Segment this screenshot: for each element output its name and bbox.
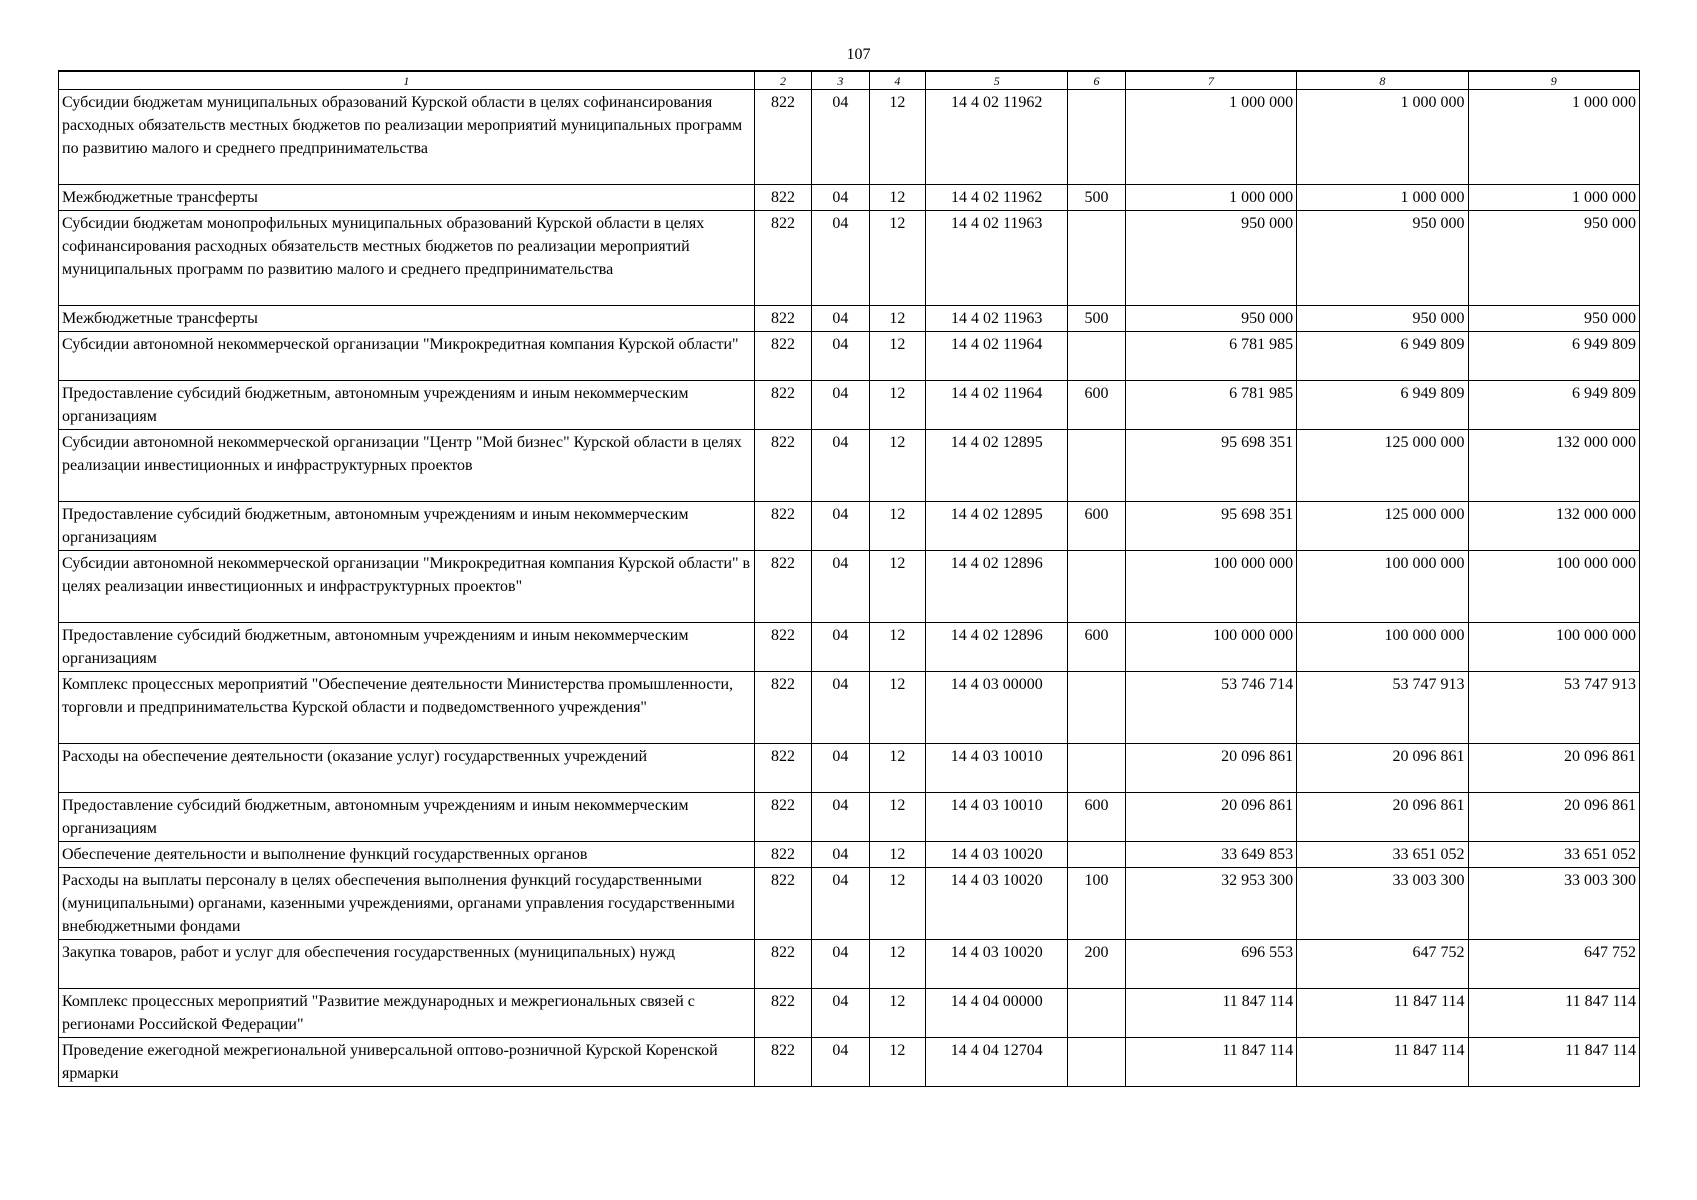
row-admin-code: 822 <box>754 211 811 306</box>
row-amount-col9: 33 003 300 <box>1468 868 1639 940</box>
row-name: Межбюджетные трансферты <box>59 306 755 332</box>
row-section: 04 <box>812 551 869 623</box>
row-subsection: 12 <box>869 211 925 306</box>
row-amount-col8: 6 949 809 <box>1297 381 1468 430</box>
row-amount-col9: 20 096 861 <box>1468 793 1639 842</box>
row-name: Субсидии автономной некоммерческой организации "Микрокредитная компания Курской области" в целях реализации инвестиционных и инфраструктурных проектов" <box>59 551 755 623</box>
row-section: 04 <box>812 381 869 430</box>
row-name: Комплекс процессных мероприятий "Обеспечение деятельности Министерства промышленности, торговли и предпринимательства Курской области и подведомственного учреждения" <box>59 672 755 744</box>
table-row <box>59 332 1640 381</box>
row-expense-type <box>1068 1038 1125 1087</box>
row-name: Субсидии бюджетам муниципальных образований Курской области в целях софинансирования расходных обязательств местных бюджетов по реализации мероприятий муниципальных программ по развитию малого и среднего предпринимательства <box>59 90 755 185</box>
row-amount-col8: 125 000 000 <box>1297 502 1468 551</box>
table-row <box>59 940 1640 989</box>
row-amount-col8: 11 847 114 <box>1297 989 1468 1038</box>
row-target-article: 14 4 02 11962 <box>926 90 1068 185</box>
row-target-article: 14 4 02 11964 <box>926 332 1068 381</box>
row-name: Предоставление субсидий бюджетным, автономным учреждениям и иным некоммерческим организациям <box>59 502 755 551</box>
row-section: 04 <box>812 90 869 185</box>
row-expense-type <box>1068 672 1125 744</box>
row-amount-col7: 95 698 351 <box>1125 502 1296 551</box>
row-amount-col7: 696 553 <box>1125 940 1296 989</box>
row-section: 04 <box>812 211 869 306</box>
row-subsection: 12 <box>869 502 925 551</box>
row-amount-col7: 6 781 985 <box>1125 381 1296 430</box>
row-section: 04 <box>812 842 869 868</box>
row-admin-code: 822 <box>754 868 811 940</box>
row-amount-col7: 20 096 861 <box>1125 793 1296 842</box>
row-subsection: 12 <box>869 623 925 672</box>
header-col-4: 4 <box>869 71 925 90</box>
row-section: 04 <box>812 793 869 842</box>
row-amount-col9: 20 096 861 <box>1468 744 1639 793</box>
row-subsection: 12 <box>869 989 925 1038</box>
row-target-article: 14 4 03 00000 <box>926 672 1068 744</box>
row-name: Предоставление субсидий бюджетным, автономным учреждениям и иным некоммерческим организациям <box>59 381 755 430</box>
row-name: Субсидии бюджетам монопрофильных муниципальных образований Курской области в целях софинансирования расходных обязательств местных бюджетов по реализации мероприятий муниципальных программ по развитию малого и среднего предпринимательства <box>59 211 755 306</box>
row-section: 04 <box>812 430 869 502</box>
row-expense-type <box>1068 430 1125 502</box>
table-body <box>59 90 1640 1087</box>
row-subsection: 12 <box>869 842 925 868</box>
row-name: Расходы на обеспечение деятельности (оказание услуг) государственных учреждений <box>59 744 755 793</box>
row-admin-code: 822 <box>754 502 811 551</box>
table-row <box>59 211 1640 306</box>
row-expense-type <box>1068 551 1125 623</box>
row-amount-col9: 53 747 913 <box>1468 672 1639 744</box>
header-col-5: 5 <box>926 71 1068 90</box>
row-amount-col8: 1 000 000 <box>1297 90 1468 185</box>
row-amount-col9: 647 752 <box>1468 940 1639 989</box>
row-amount-col8: 647 752 <box>1297 940 1468 989</box>
row-target-article: 14 4 03 10020 <box>926 842 1068 868</box>
row-name: Предоставление субсидий бюджетным, автономным учреждениям и иным некоммерческим организациям <box>59 623 755 672</box>
row-name: Обеспечение деятельности и выполнение функций государственных органов <box>59 842 755 868</box>
row-admin-code: 822 <box>754 430 811 502</box>
row-amount-col8: 950 000 <box>1297 211 1468 306</box>
row-amount-col7: 32 953 300 <box>1125 868 1296 940</box>
row-section: 04 <box>812 332 869 381</box>
row-name: Комплекс процессных мероприятий "Развитие международных и межрегиональных связей с регионами Российской Федерации" <box>59 989 755 1038</box>
row-subsection: 12 <box>869 185 925 211</box>
row-amount-col9: 100 000 000 <box>1468 551 1639 623</box>
row-subsection: 12 <box>869 90 925 185</box>
row-admin-code: 822 <box>754 623 811 672</box>
row-section: 04 <box>812 672 869 744</box>
row-subsection: 12 <box>869 1038 925 1087</box>
row-expense-type: 200 <box>1068 940 1125 989</box>
row-name: Субсидии автономной некоммерческой организации "Центр "Мой бизнес" Курской области в целях реализации инвестиционных и инфраструктурных проектов <box>59 430 755 502</box>
row-target-article: 14 4 03 10010 <box>926 793 1068 842</box>
row-target-article: 14 4 02 11963 <box>926 306 1068 332</box>
row-amount-col8: 53 747 913 <box>1297 672 1468 744</box>
row-section: 04 <box>812 502 869 551</box>
table-row <box>59 868 1640 940</box>
row-amount-col7: 1 000 000 <box>1125 185 1296 211</box>
row-target-article: 14 4 03 10010 <box>926 744 1068 793</box>
row-name: Межбюджетные трансферты <box>59 185 755 211</box>
row-name: Предоставление субсидий бюджетным, автономным учреждениям и иным некоммерческим организациям <box>59 793 755 842</box>
header-col-8: 8 <box>1297 71 1468 90</box>
row-subsection: 12 <box>869 551 925 623</box>
row-admin-code: 822 <box>754 672 811 744</box>
row-amount-col7: 6 781 985 <box>1125 332 1296 381</box>
row-section: 04 <box>812 185 869 211</box>
row-amount-col9: 1 000 000 <box>1468 90 1639 185</box>
row-amount-col9: 950 000 <box>1468 211 1639 306</box>
table-row <box>59 744 1640 793</box>
row-amount-col8: 33 651 052 <box>1297 842 1468 868</box>
row-subsection: 12 <box>869 672 925 744</box>
row-admin-code: 822 <box>754 744 811 793</box>
row-section: 04 <box>812 868 869 940</box>
row-amount-col8: 100 000 000 <box>1297 623 1468 672</box>
row-subsection: 12 <box>869 940 925 989</box>
header-col-6: 6 <box>1068 71 1125 90</box>
row-target-article: 14 4 02 12896 <box>926 623 1068 672</box>
table-row <box>59 551 1640 623</box>
row-expense-type <box>1068 842 1125 868</box>
row-amount-col9: 1 000 000 <box>1468 185 1639 211</box>
row-expense-type: 500 <box>1068 185 1125 211</box>
row-target-article: 14 4 02 11963 <box>926 211 1068 306</box>
table-row <box>59 842 1640 868</box>
row-section: 04 <box>812 1038 869 1087</box>
row-amount-col9: 11 847 114 <box>1468 1038 1639 1087</box>
row-expense-type <box>1068 90 1125 185</box>
row-amount-col7: 95 698 351 <box>1125 430 1296 502</box>
header-row <box>59 71 1640 90</box>
row-amount-col9: 100 000 000 <box>1468 623 1639 672</box>
table-row <box>59 623 1640 672</box>
row-expense-type <box>1068 211 1125 306</box>
row-expense-type: 600 <box>1068 623 1125 672</box>
row-amount-col8: 1 000 000 <box>1297 185 1468 211</box>
row-name: Закупка товаров, работ и услуг для обеспечения государственных (муниципальных) нужд <box>59 940 755 989</box>
row-amount-col8: 33 003 300 <box>1297 868 1468 940</box>
row-amount-col7: 100 000 000 <box>1125 551 1296 623</box>
row-amount-col8: 100 000 000 <box>1297 551 1468 623</box>
row-subsection: 12 <box>869 793 925 842</box>
table-row <box>59 793 1640 842</box>
row-section: 04 <box>812 989 869 1038</box>
row-expense-type <box>1068 744 1125 793</box>
row-name: Расходы на выплаты персоналу в целях обеспечения выполнения функций государственными (муниципальными) органами, казенными учреждениями, органами управления государственными внебюджетными фондами <box>59 868 755 940</box>
row-amount-col8: 11 847 114 <box>1297 1038 1468 1087</box>
row-expense-type <box>1068 332 1125 381</box>
table-header <box>59 71 1640 90</box>
page-number: 107 <box>846 46 871 63</box>
row-subsection: 12 <box>869 430 925 502</box>
row-amount-col9: 11 847 114 <box>1468 989 1639 1038</box>
table-row <box>59 672 1640 744</box>
row-admin-code: 822 <box>754 842 811 868</box>
row-target-article: 14 4 02 12895 <box>926 502 1068 551</box>
row-amount-col7: 20 096 861 <box>1125 744 1296 793</box>
row-admin-code: 822 <box>754 989 811 1038</box>
table-row <box>59 185 1640 211</box>
row-admin-code: 822 <box>754 551 811 623</box>
row-target-article: 14 4 03 10020 <box>926 868 1068 940</box>
row-expense-type: 500 <box>1068 306 1125 332</box>
row-target-article: 14 4 04 12704 <box>926 1038 1068 1087</box>
row-target-article: 14 4 04 00000 <box>926 989 1068 1038</box>
row-section: 04 <box>812 744 869 793</box>
budget-table <box>58 70 1640 1087</box>
row-section: 04 <box>812 940 869 989</box>
row-admin-code: 822 <box>754 185 811 211</box>
row-subsection: 12 <box>869 744 925 793</box>
row-amount-col9: 132 000 000 <box>1468 502 1639 551</box>
row-expense-type: 600 <box>1068 381 1125 430</box>
row-target-article: 14 4 03 10020 <box>926 940 1068 989</box>
row-subsection: 12 <box>869 332 925 381</box>
row-amount-col9: 950 000 <box>1468 306 1639 332</box>
row-amount-col9: 33 651 052 <box>1468 842 1639 868</box>
row-expense-type: 600 <box>1068 502 1125 551</box>
header-col-3: 3 <box>812 71 869 90</box>
row-amount-col7: 11 847 114 <box>1125 989 1296 1038</box>
row-admin-code: 822 <box>754 332 811 381</box>
row-amount-col7: 950 000 <box>1125 211 1296 306</box>
row-amount-col8: 20 096 861 <box>1297 793 1468 842</box>
row-admin-code: 822 <box>754 1038 811 1087</box>
row-admin-code: 822 <box>754 90 811 185</box>
row-expense-type: 100 <box>1068 868 1125 940</box>
table-row <box>59 989 1640 1038</box>
row-amount-col8: 6 949 809 <box>1297 332 1468 381</box>
row-admin-code: 822 <box>754 940 811 989</box>
row-admin-code: 822 <box>754 381 811 430</box>
row-amount-col8: 125 000 000 <box>1297 430 1468 502</box>
header-col-1: 1 <box>59 71 755 90</box>
header-col-7: 7 <box>1125 71 1296 90</box>
row-amount-col9: 6 949 809 <box>1468 332 1639 381</box>
row-amount-col7: 11 847 114 <box>1125 1038 1296 1087</box>
row-section: 04 <box>812 623 869 672</box>
row-subsection: 12 <box>869 381 925 430</box>
row-target-article: 14 4 02 12896 <box>926 551 1068 623</box>
table-row <box>59 306 1640 332</box>
row-amount-col9: 6 949 809 <box>1468 381 1639 430</box>
row-amount-col7: 53 746 714 <box>1125 672 1296 744</box>
row-target-article: 14 4 02 11964 <box>926 381 1068 430</box>
row-subsection: 12 <box>869 868 925 940</box>
row-amount-col7: 1 000 000 <box>1125 90 1296 185</box>
table-row <box>59 1038 1640 1087</box>
table-row <box>59 502 1640 551</box>
table-row <box>59 430 1640 502</box>
row-subsection: 12 <box>869 306 925 332</box>
row-name: Проведение ежегодной межрегиональной универсальной оптово-розничной Курской Коренской ярмарки <box>59 1038 755 1087</box>
header-col-2: 2 <box>754 71 811 90</box>
row-amount-col7: 950 000 <box>1125 306 1296 332</box>
row-admin-code: 822 <box>754 793 811 842</box>
row-amount-col8: 20 096 861 <box>1297 744 1468 793</box>
row-amount-col8: 950 000 <box>1297 306 1468 332</box>
row-expense-type <box>1068 989 1125 1038</box>
header-col-9: 9 <box>1468 71 1639 90</box>
row-name: Субсидии автономной некоммерческой организации "Микрокредитная компания Курской области" <box>59 332 755 381</box>
row-amount-col7: 100 000 000 <box>1125 623 1296 672</box>
row-amount-col9: 132 000 000 <box>1468 430 1639 502</box>
row-admin-code: 822 <box>754 306 811 332</box>
table-row <box>59 90 1640 185</box>
row-target-article: 14 4 02 12895 <box>926 430 1068 502</box>
table-row <box>59 381 1640 430</box>
row-section: 04 <box>812 306 869 332</box>
row-target-article: 14 4 02 11962 <box>926 185 1068 211</box>
row-expense-type: 600 <box>1068 793 1125 842</box>
row-amount-col7: 33 649 853 <box>1125 842 1296 868</box>
